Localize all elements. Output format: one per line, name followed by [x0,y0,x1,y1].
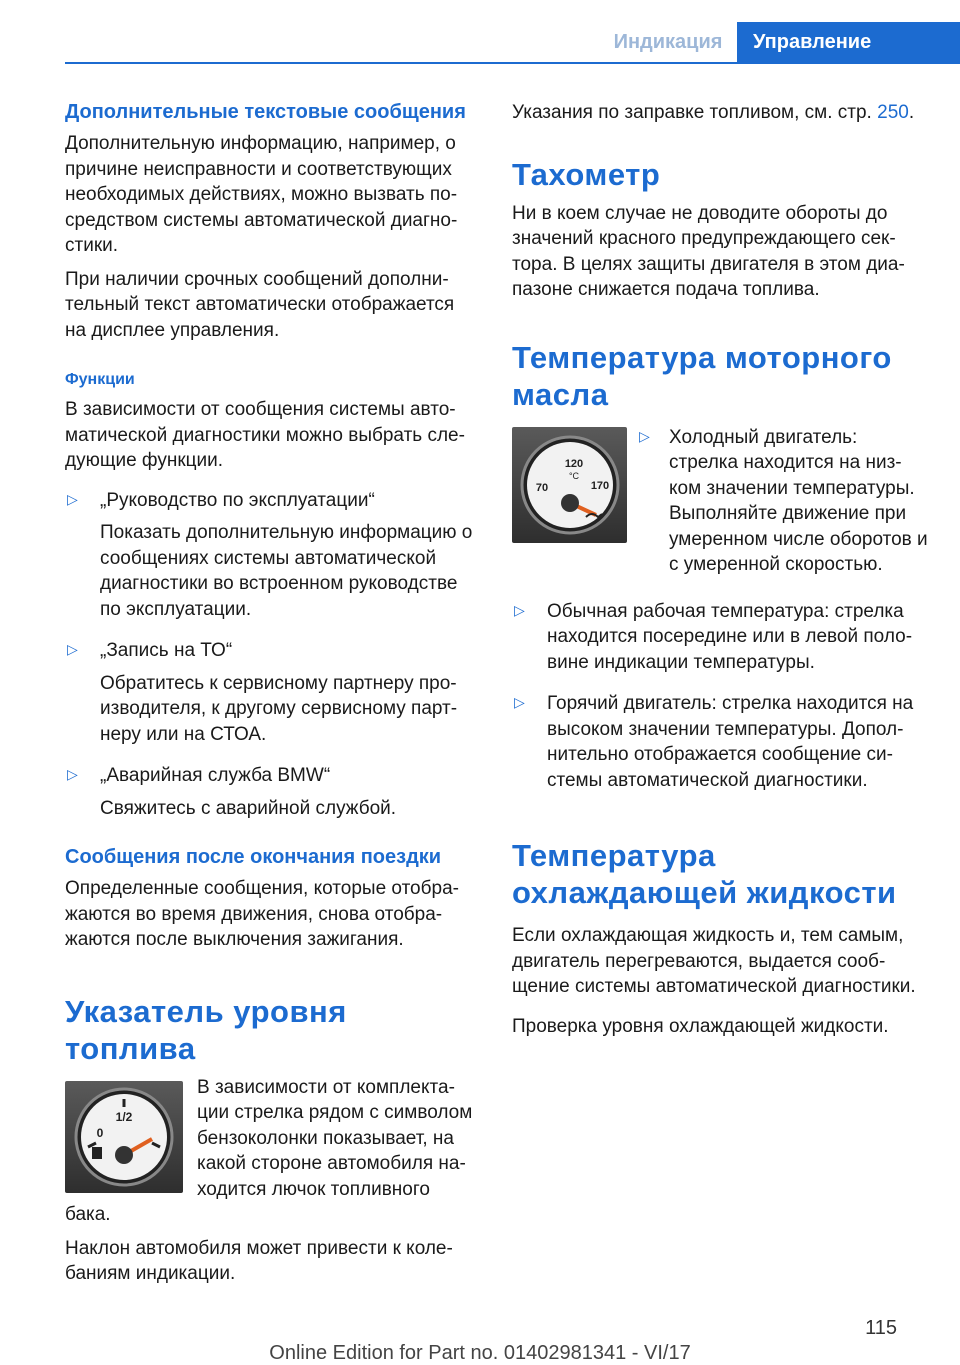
oil-gauge-image [512,427,627,543]
bullet-text: Горячий двигатель: стрелка находится на высоком значении температуры. Допол-нительно отображается сообщение си-стемы автоматической диагностики. [547,693,914,791]
page-link[interactable]: 250 [877,102,909,123]
paragraph: Дополнительную информацию, например, о причине неисправности и соответствующих необходимых действиях, можно вызвать по-средством системы автоматической диагно-стики. [65,133,458,256]
heading-tachometer: Тахометр [512,156,661,192]
fuel-gauge-half-label: 1/2 [115,1109,133,1124]
bullet-text: Обычная рабочая температура: стрелка находится посередине или в левой поло-вине индикации температуры. [547,600,913,673]
heading-functions: Функции [65,371,135,388]
header-rule [65,62,960,64]
triangle-bullet-icon: ▷ [639,427,650,444]
oil-gauge-unit-label: °C [568,470,579,481]
oil-gauge-row [512,425,930,599]
paragraph [512,100,930,126]
oil-gauge-low-label: 70 [535,481,548,494]
paragraph: Ни в коем случае не доводите обороты до значений красного предупреждающего сек-тора. В целях защиты двигателя в этом диа-пазоне снижается подача топлива. [512,202,905,300]
triangle-bullet-icon: ▷ [67,766,78,782]
paragraph: Если охлаждающая жидкость и, тем самым, двигатель перегреваются, выдается сооб-щение системы автоматической диагностики. [512,925,916,997]
triangle-bullet-icon: ▷ [514,694,525,710]
heading-after-trip: Сообщения после окончания поездки [65,846,442,868]
list-item [65,638,475,747]
list-item [637,425,930,585]
oil-gauge-mid-label: 120 [564,457,583,470]
tab-controls[interactable]: Управление [737,22,960,62]
edition-text: Online Edition for Part no. 01402981341 - VI/17 [269,1342,691,1364]
paragraph: При наличии срочных сообщений дополни-тельный текст автоматически отображается на дисплее управления. [65,268,455,341]
fuel-gauge-zero-label: 0 [96,1125,104,1140]
fuel-gauge-icon [70,1085,178,1189]
heading-coolant-temperature: Температура охлаждающей жидкости [512,838,897,910]
heading-oil-temperature: Температура моторного масла [512,339,892,412]
list-item [65,763,475,821]
triangle-bullet-icon: ▷ [67,490,78,507]
bullet-title: „Запись на ТО“ [100,640,233,661]
bullet-text: Показать дополнительную информацию о сообщениях системы автоматической диагностики во встроенном руководстве по эксплуатации. [100,522,473,620]
list-item [512,599,930,676]
paragraph: Проверка уровня охлаждающей жидкости. [512,1015,889,1037]
heading-fuel-gauge: Указатель уровня топлива [65,993,347,1066]
paragraph: Определенные сообщения, которые отобра-жаются во время движения, снова отобра-жаются после выключения зажигания. [65,878,459,950]
list-item [65,488,475,623]
list-item [512,691,930,793]
bullet-text: Обратитесь к сервисному партнеру про-изводителя, к другому сервисному парт-неру или на СТОА. [100,672,458,745]
heading-additional-messages: Дополнительные текстовые сообщения [65,101,466,123]
bullet-text: Холодный двигатель: стрелка находится на низ-ком значении температуры. Выполняйте движение при умеренном числе оборотов и с умеренной скоростью. [669,426,928,575]
page-number: 115 [865,1317,897,1339]
fuel-gauge-image [65,1081,183,1193]
refuel-period: . [908,102,915,123]
bullet-text: Свяжитесь с аварийной службой. [100,797,397,819]
left-column [65,100,475,1295]
oil-temperature-gauge-icon [516,433,624,537]
paragraph: В зависимости от комплекта-ции стрелка рядом с символом бензоколонки показывает, на какой стороне автомобиля на-ходится лючок топливного бака. [65,1076,473,1225]
refuel-text: Указания по заправке топливом, см. стр. [512,102,872,123]
tab-indication[interactable]: Индикация [613,30,723,53]
triangle-bullet-icon: ▷ [514,601,525,618]
oil-gauge-high-label: 170 [590,479,609,492]
right-column [512,100,930,1047]
triangle-bullet-icon: ▷ [67,641,78,657]
paragraph: В зависимости от сообщения системы авто-матической диагностики можно выбрать сле-дующие функции. [65,399,465,471]
bullet-title: „Аварийная служба BMW“ [100,765,331,786]
page-header [0,0,960,62]
bullet-title: „Руководство по эксплуатации“ [100,489,375,511]
paragraph: Наклон автомобиля может привести к коле-баниям индикации. [65,1237,453,1284]
